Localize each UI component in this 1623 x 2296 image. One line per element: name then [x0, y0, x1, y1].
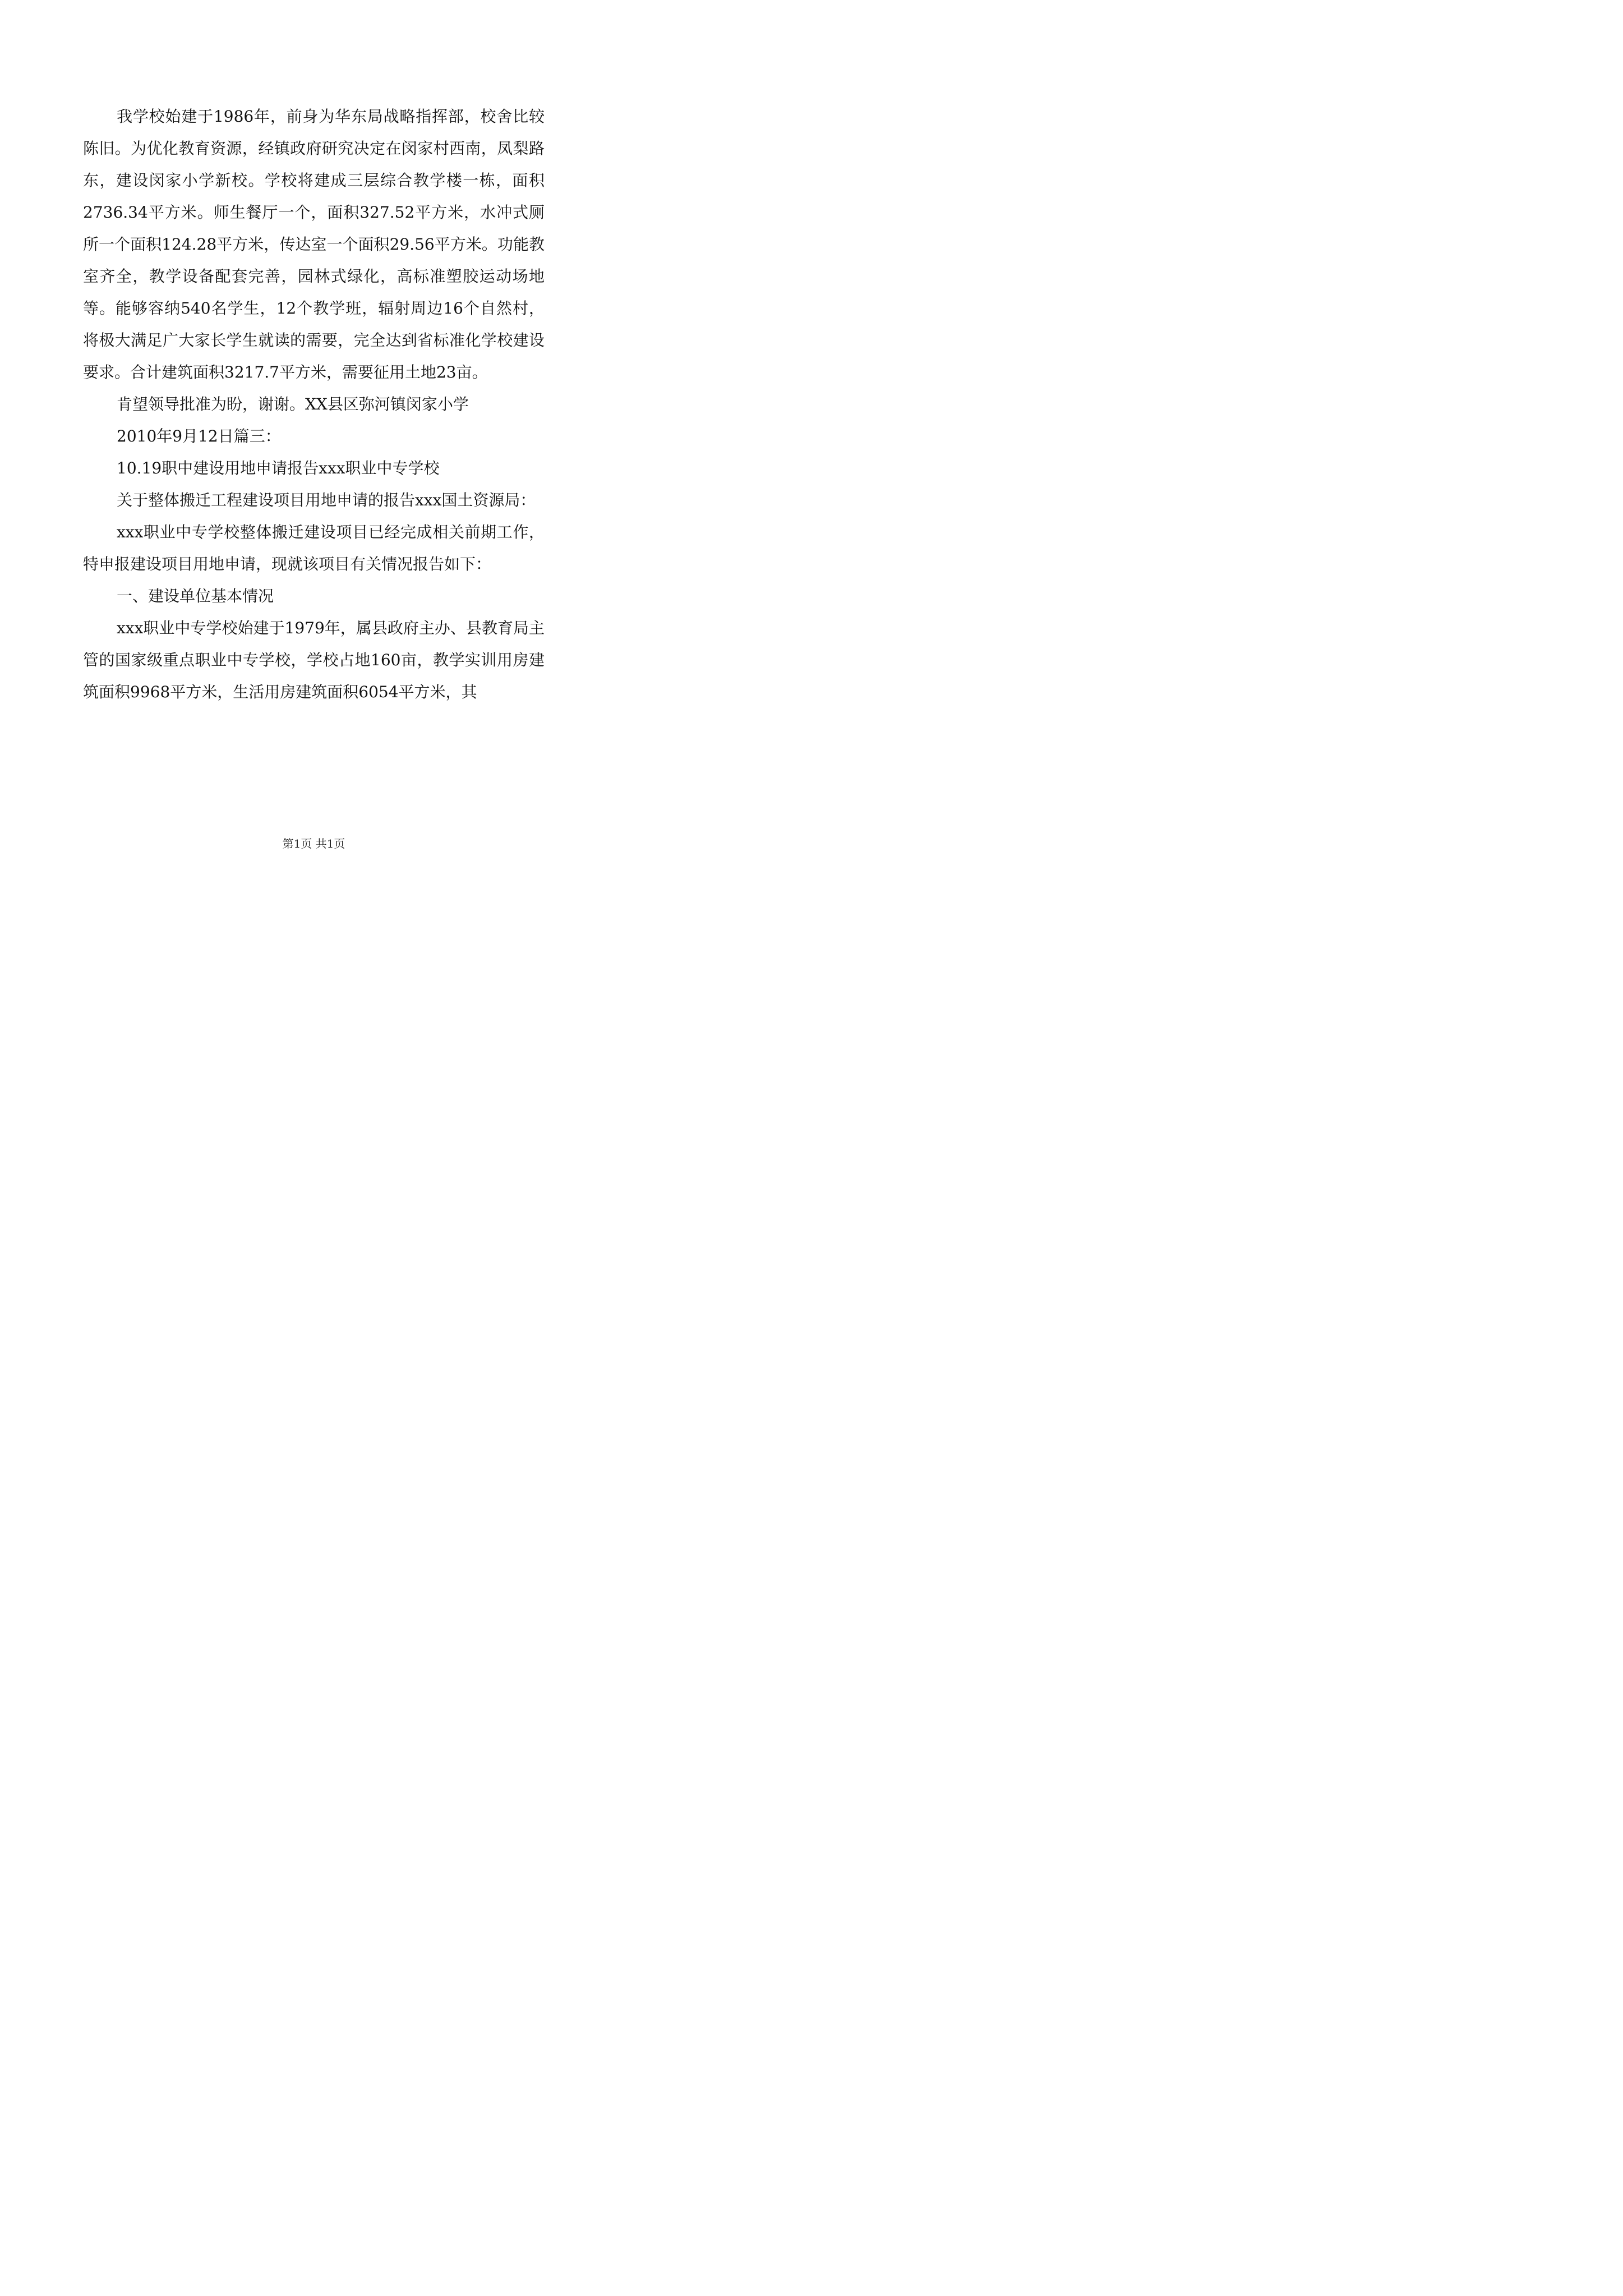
paragraph-date-section: 2010年9月12日篇三：	[117, 427, 281, 445]
paragraph-closing-request: 肯望领导批准为盼，谢谢。XX县区弥河镇闵家小学	[117, 395, 469, 413]
document-body	[83, 100, 545, 708]
paragraph-basic-info: xxx职业中专学校始建于1979年，属县政府主办、县教育局主管的国家级重点职业中专学校，学校占地160亩，教学实训用房建筑面积9968平方米，生活用房建筑面积6054平方米，其	[83, 619, 545, 701]
page-footer: 第1页 共1页	[282, 837, 345, 850]
paragraph-report-heading: 10.19职中建设用地申请报告xxx职业中专学校	[117, 459, 440, 477]
section-heading-basic-info: 一、建设单位基本情况	[117, 587, 274, 605]
paragraph-report-title: 关于整体搬迁工程建设项目用地申请的报告xxx国土资源局：	[117, 491, 536, 509]
paragraph-school-overview: 我学校始建于1986年，前身为华东局战略指挥部，校舍比较陈旧。为优化教育资源，经镇政府研究决定在闵家村西南，凤梨路东，建设闵家小学新校。学校将建成三层综合教学楼一栋，面积2736.34平方米。师生餐厅一个，面积327.52平方米，水冲式厕所一个面积124.28平方米，传达室一个面积29.56平方米。功能教室齐全，教学设备配套完善，园林式绿化，高标准塑胶运动场地等。能够容纳540名学生，12个教学班，辐射周边16个自然村，将极大满足广大家长学生就读的需要，完全达到省标准化学校建设要求。合计建筑面积3217.7平方米，需要征用土地23亩。	[83, 107, 545, 381]
paragraph-report-intro: xxx职业中专学校整体搬迁建设项目已经完成相关前期工作，特申报建设项目用地申请，现就该项目有关情况报告如下：	[83, 523, 545, 573]
